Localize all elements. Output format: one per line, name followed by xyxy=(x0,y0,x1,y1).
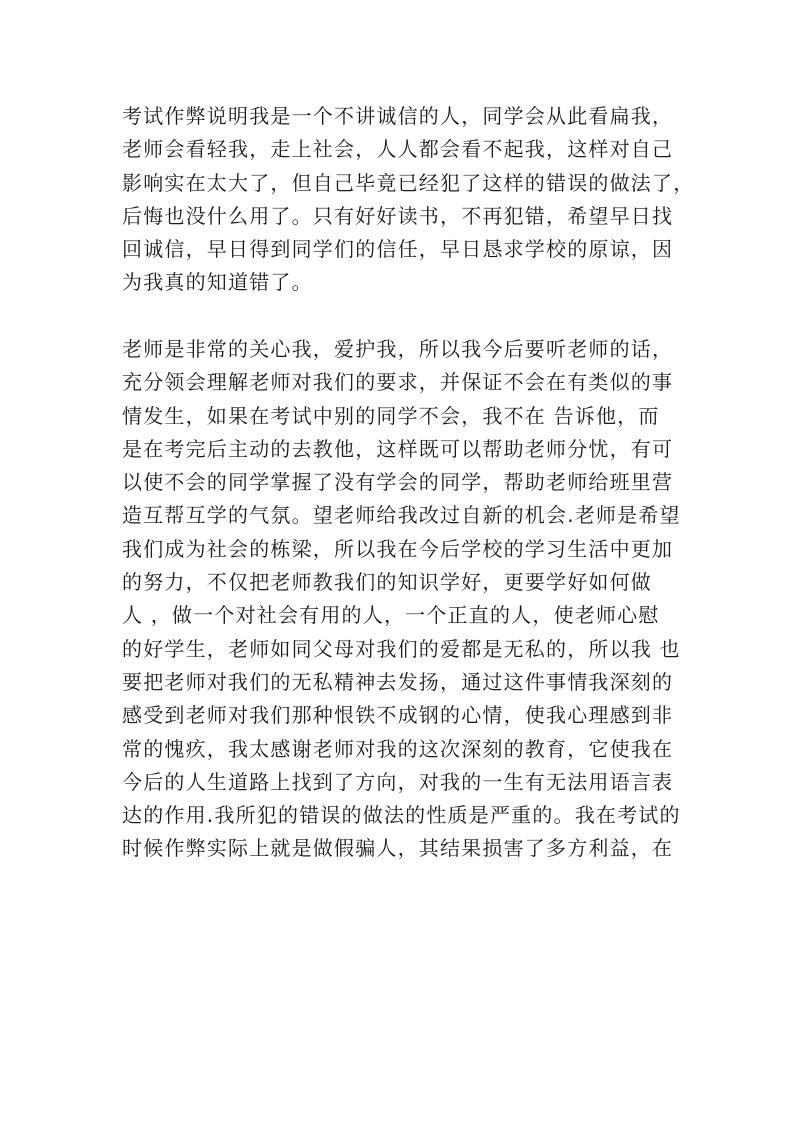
text-line: 要把老师对我们的无私精神去发扬，通过这件事情我深刻的 xyxy=(122,669,674,694)
text-line: 达的作用.我所犯的错误的做法的性质是严重的。我在考试的 xyxy=(122,803,681,828)
paragraph-1 xyxy=(122,100,695,300)
text-line: 是在考完后主动的去教他，这样既可以帮助老师分忧，有可 xyxy=(122,436,674,461)
text-line: 充分领会理解老师对我们的要求，并保证不会在有类似的事 xyxy=(122,370,674,395)
text-line: 老师是非常的关心我，爱护我，所以我今后要听老师的话， xyxy=(122,337,674,361)
text-line: 常的愧疚，我太感谢老师对我的这次深刻的教育，它使我在 xyxy=(122,736,674,761)
text-line: 考试作弊说明我是一个不讲诚信的人，同学会从此看扁我， xyxy=(122,104,674,128)
text-line: 时候作弊实际上就是做假骗人，其结果损害了多方利益，在 xyxy=(122,836,674,861)
text-line: 的好学生，老师如同父母对我们的爱都是无私的，所以我 也 xyxy=(122,636,681,661)
text-line: 回诚信，早日得到同学们的信任，早日恳求学校的原谅，因 xyxy=(122,237,674,262)
text-line: 人 ，做一个对社会有用的人，一个正直的人，使老师心慰 xyxy=(122,603,660,628)
text-line: 影响实在太大了，但自己毕竟已经犯了这样的错误的做法了， xyxy=(122,170,695,195)
text-line: 造互帮互学的气氛。望老师给我改过自新的机会.老师是希望 xyxy=(122,503,681,528)
text-line: 老师会看轻我，走上社会，人人都会看不起我，这样对自己 xyxy=(122,137,674,162)
paragraph-2 xyxy=(122,333,682,866)
text-line: 的努力，不仅把老师教我们的知识学好，更要学好如何做 xyxy=(122,570,652,595)
text-line: 感受到老师对我们那种恨铁不成钢的心情，使我心理感到非 xyxy=(122,703,674,728)
text-line: 今后的人生道路上找到了方向，对我的一生有无法用语言表 xyxy=(122,769,674,794)
text-line: 情发生，如果在考试中别的同学不会，我不在 告诉他，而 xyxy=(122,403,660,428)
text-line: 以使不会的同学掌握了没有学会的同学，帮助老师给班里营 xyxy=(122,470,674,495)
text-line: 我们成为社会的栋梁，所以我在今后学校的学习生活中更加 xyxy=(122,536,674,561)
text-line: 为我真的知道错了。 xyxy=(122,270,313,295)
text-line: 后悔也没什么用了。只有好好读书，不再犯错，希望早日找 xyxy=(122,203,674,228)
